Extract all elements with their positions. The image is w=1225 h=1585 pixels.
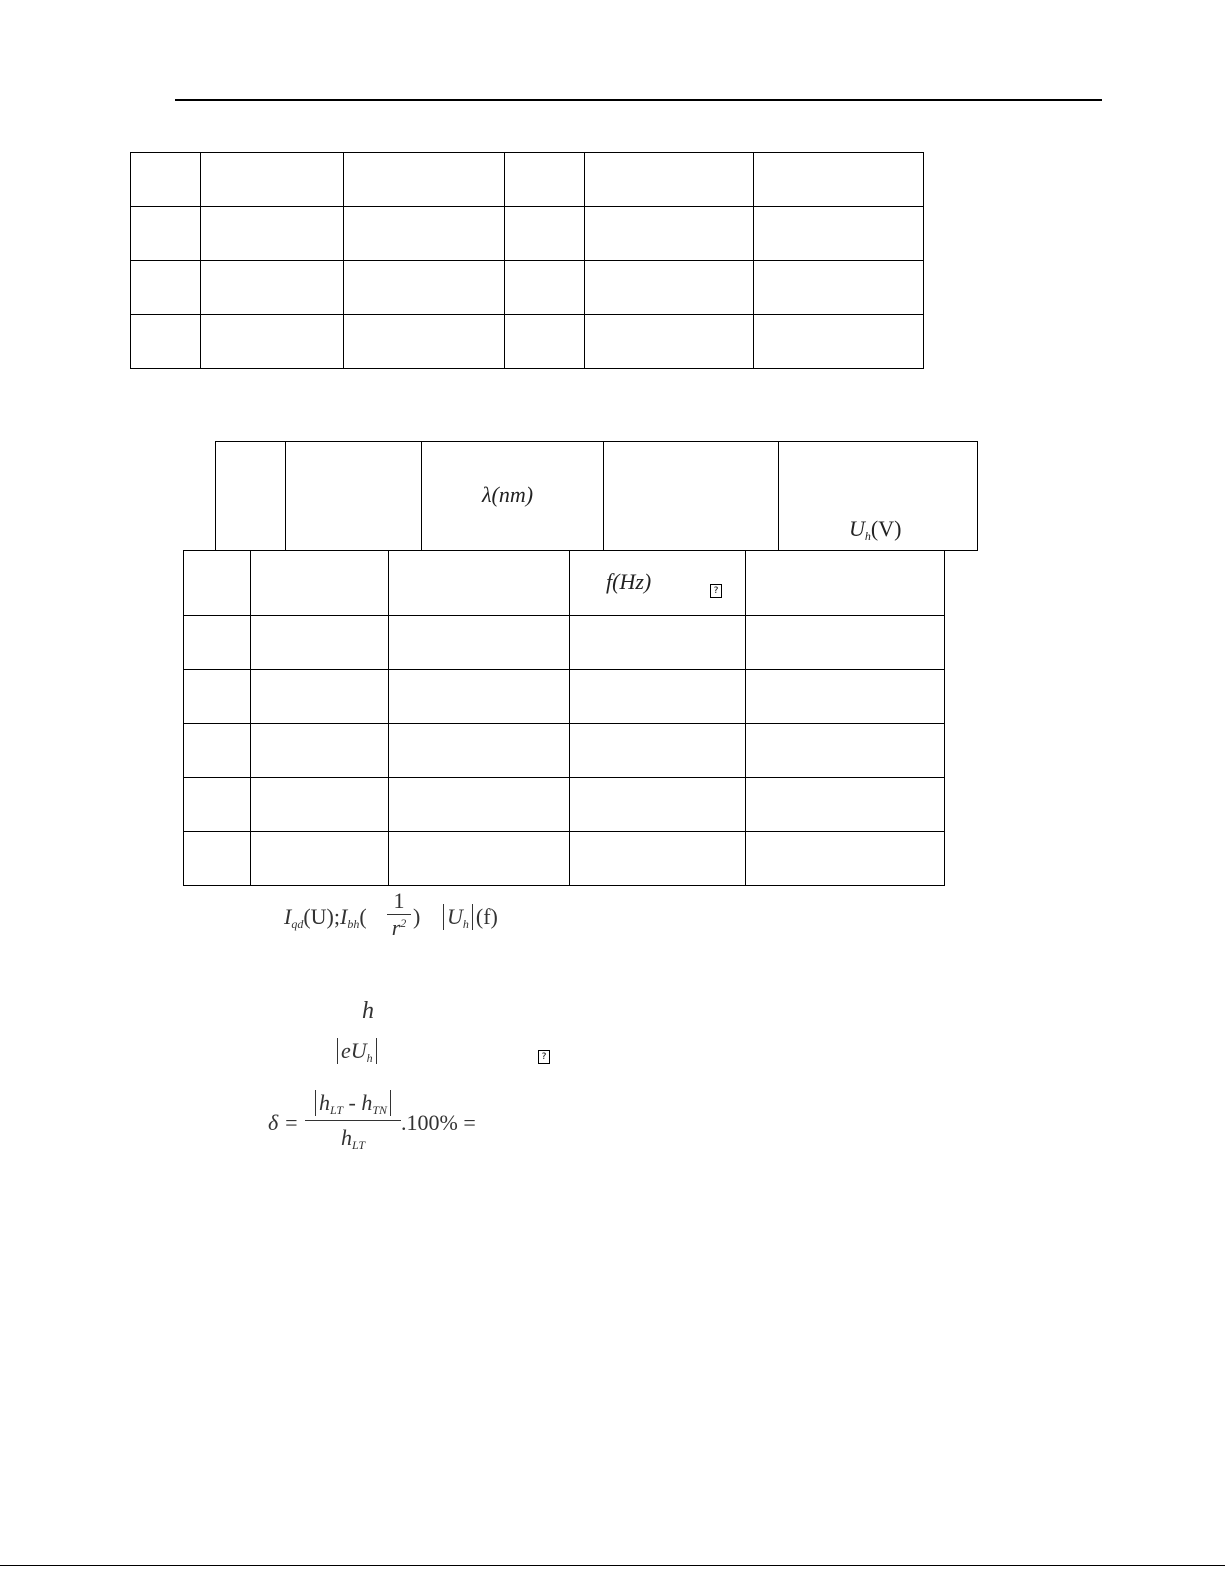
relative-error-fraction: $h_{LT} - h_{TN}$ $h_{LT}$ bbox=[305, 1090, 401, 1153]
missing-glyph-icon: ? bbox=[538, 1050, 550, 1064]
abs-voltage-frequency-formula: $U_h$ (f) bbox=[440, 904, 498, 932]
data-table-1 bbox=[130, 152, 924, 369]
stopping-voltage-label: $U_h(V)$ bbox=[849, 516, 902, 543]
table-row bbox=[184, 832, 945, 886]
missing-glyph-icon: ? bbox=[710, 584, 722, 598]
relative-error-symbol: δ = bbox=[268, 1110, 299, 1135]
table-header-row bbox=[184, 551, 945, 616]
data-table-2 bbox=[183, 550, 945, 886]
table-row bbox=[131, 207, 924, 261]
table-row bbox=[184, 724, 945, 778]
data-table-2-header bbox=[215, 441, 978, 551]
current-voltage-formula: $I_{qd}(U);I_{bh}$( bbox=[284, 904, 367, 931]
table-row bbox=[131, 315, 924, 369]
percent-result: .100% = bbox=[401, 1110, 476, 1135]
table-row bbox=[184, 670, 945, 724]
closing-paren: ) bbox=[413, 904, 421, 929]
table-header-row bbox=[216, 442, 978, 551]
footer-rule bbox=[0, 1565, 1225, 1566]
wavelength-label: λ(nm) bbox=[482, 482, 534, 507]
table-row bbox=[131, 261, 924, 315]
planck-constant-symbol: h bbox=[362, 998, 374, 1024]
table-row bbox=[184, 778, 945, 832]
frequency-label: f(Hz) bbox=[606, 569, 652, 594]
table-row bbox=[184, 616, 945, 670]
abs-energy-formula: $eU_h$ bbox=[334, 1038, 380, 1066]
inverse-square-fraction: $\frac{1}{r^2}$ bbox=[387, 888, 411, 941]
table-row bbox=[131, 153, 924, 207]
header-rule bbox=[175, 99, 1102, 101]
